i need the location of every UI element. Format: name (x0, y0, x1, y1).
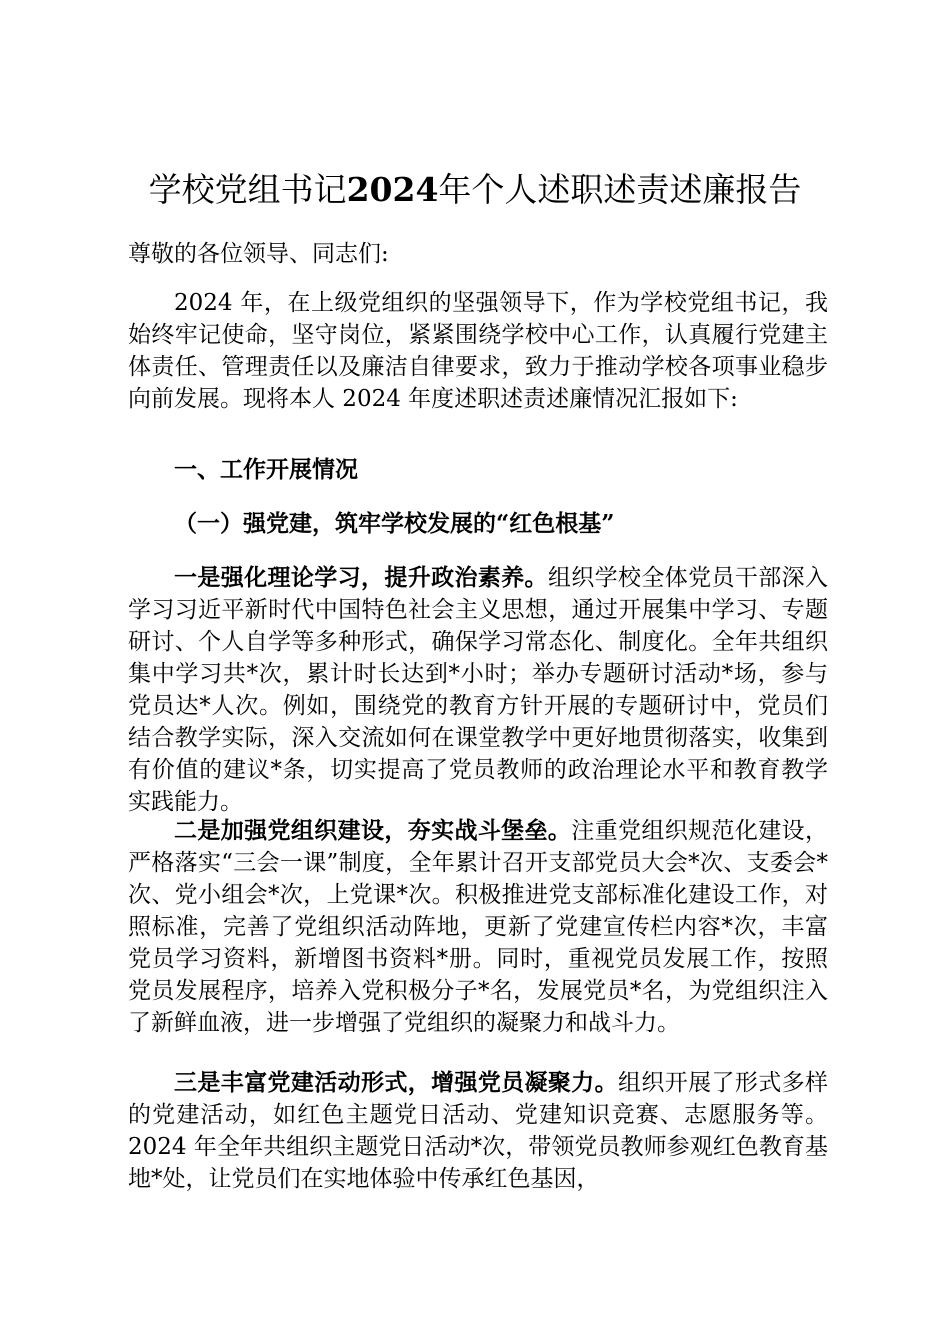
document-title (100, 168, 850, 212)
intro-paragraph: 2024 年，在上级党组织的坚强领导下，作为学校党组书记，我始终牢记使命，坚守岗位，紧紧围绕学校中心工作，认真履行党建主体责任、管理责任以及廉洁自律要求，致力于推动学校各项事业稳步向前发展。现将本人 2024 年度述职述责述廉情况汇报如下: (128, 290, 828, 412)
subsection-heading: （一）强党建，筑牢学校发展的“红色根基” (174, 510, 615, 537)
title-year: 2024 (346, 170, 439, 209)
title-text-part1: 学校党组书记 (148, 170, 347, 209)
paragraph-point-2 (128, 815, 828, 1039)
point-1-lead: 一是强化理论学习，提升政治素养。 (174, 564, 548, 591)
paragraph-point-3 (128, 1067, 828, 1195)
point-2-body: 注重党组织规范化建设，严格落实“三会一课”制度，全年累计召开支部党员大会*次、支委会*次、党小组会*次，上党课*次。积极推进党支部标准化建设工作，对照标准，完善了党组织活动阵地，更新了党建宣传栏内容*次，丰富党员学习资料，新增图书资料*册。同时，重视党员发展工作，按照党员发展程序，培养入党积极分子*名，发展党员*名，为党组织注入了新鲜血液，进一步增强了党组织的凝聚力和战斗力。 (128, 818, 829, 1036)
point-1-body: 组织学校全体党员干部深入学习习近平新时代中国特色社会主义思想，通过开展集中学习、专题研讨、个人自学等多种形式，确保学习常态化、制度化。全年共组织集中学习共*次，累计时长达到*小时；举办专题研讨活动*场，参与党员达*人次。例如，围绕党的教育方针开展的专题研讨中，党员们结合教学实际，深入交流如何在课堂教学中更好地贯彻落实，收集到有价值的建议*条，切实提高了党员教师的政治理论水平和教育教学实践能力。 (128, 565, 829, 815)
salutation: 尊敬的各位领导、同志们: (128, 241, 389, 267)
section-heading: 一、工作开展情况 (174, 456, 358, 483)
point-3-lead: 三是丰富党建活动形式，增强党员凝聚力。 (174, 1069, 619, 1096)
point-2-lead: 二是加强党组织建设，夯实战斗堡垒。 (174, 817, 572, 844)
point-3-body: 组织开展了形式多样的党建活动，如红色主题党日活动、党建知识竞赛、志愿服务等。2024 年全年共组织主题党日活动*次，带领党员教师参观红色教育基地*处，让党员们在实地体验中传承红色基因， (128, 1070, 829, 1192)
paragraph-point-1 (128, 562, 828, 818)
title-text-part2: 年个人述职述责述廉报告 (438, 170, 802, 209)
